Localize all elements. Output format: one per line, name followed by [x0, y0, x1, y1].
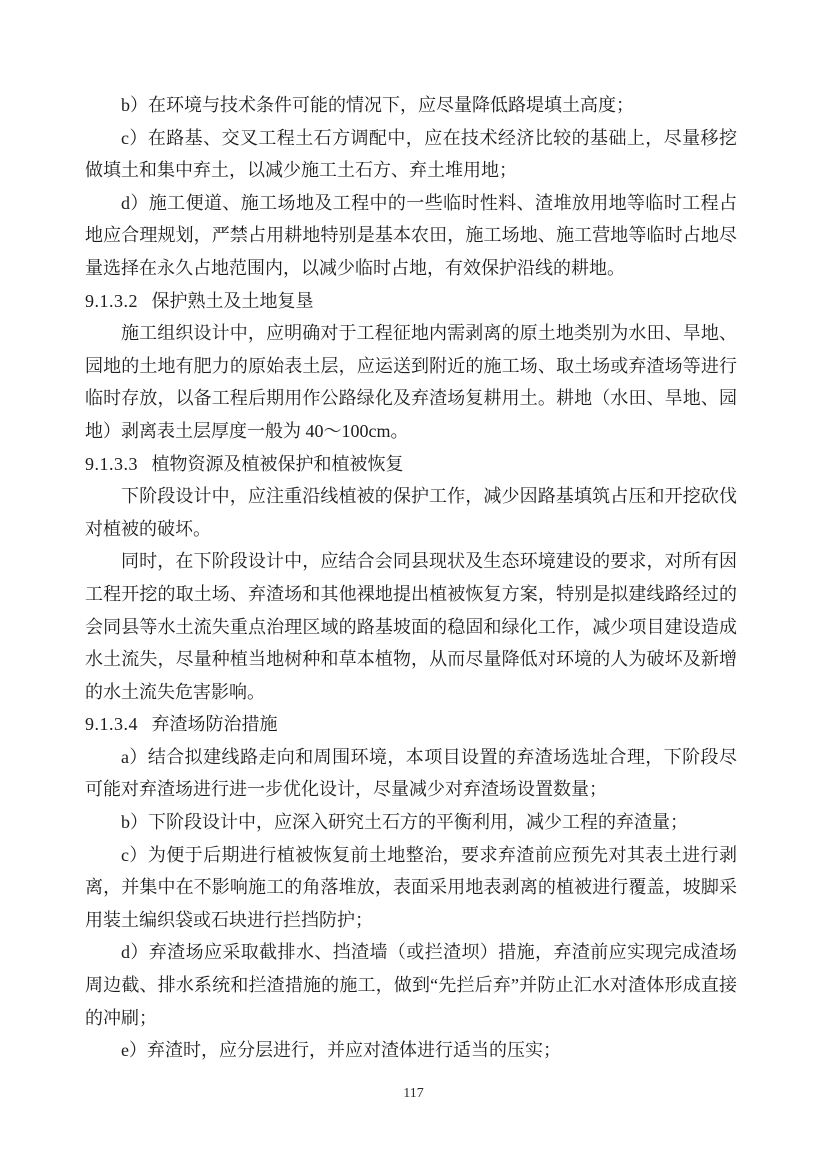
paragraph-item-c: c）在路基、交叉工程土石方调配中，应在技术经济比较的基础上，尽量移挖做填土和集中弃土，以减少施工土石方、弃土堆用地； [85, 127, 737, 181]
page-number: 117 [403, 1086, 424, 1101]
paragraph-vegetation-2: 同时，在下阶段设计中，应结合会同县现状及生态环境建设的要求，对所有因工程开挖的取土场、弃渣场和其他裸地提出植被恢复方案，特别是拟建线路经过的会同县等水土流失重点治理区域的路基坡面的稳固和绿化工作，减少项目建设造成水土流失，尽量种植当地树种和草本植物，从而尽量降低对环境的人为破坏及新增的水土流失危害影响。 [85, 551, 737, 702]
document-body [85, 89, 737, 1067]
paragraph-spoil-d: d）弃渣场应采取截排水、挡渣墙（或拦渣坝）措施，弃渣前应实现完成渣场周边截、排水系统和拦渣措施的施工，做到“先拦后弃”并防止汇水对渣体形成直接的冲刷； [85, 942, 737, 1028]
paragraph-spoil-e: e）弃渣时，应分层进行，并应对渣体进行适当的压实； [121, 1040, 561, 1061]
section-heading-9-1-3-3 [85, 448, 737, 481]
paragraph-spoil-b: b）下阶段设计中，应深入研究土石方的平衡利用，减少工程的弃渣量； [121, 812, 688, 833]
section-heading-9-1-3-2 [85, 285, 737, 318]
paragraph-vegetation-1: 下阶段设计中，应注重沿线植被的保护工作，减少因路基填筑占压和开挖砍伐对植被的破坏。 [85, 486, 737, 539]
section-title: 植物资源及植被保护和植被恢复 [151, 453, 404, 474]
paragraph-item-b: b）在环境与技术条件可能的情况下，应尽量降低路堤填土高度； [121, 95, 634, 115]
paragraph-topsoil: 施工组织设计中，应明确对于工程征地内需剥离的原土地类别为水田、旱地、园地的土地有肥力的原始表土层，应运送到附近的施工场、取土场或弃渣场等进行临时存放，以备工程后期用作公路绿化及弃渣场复耕用土。耕地（水田、旱地、园地）剥离表土层厚度一般为 40～100cm。 [85, 323, 737, 441]
section-heading-9-1-3-4 [85, 708, 737, 741]
paragraph-spoil-c: c）为便于后期进行植被恢复前土地整治，要求弃渣前应预先对其表土进行剥离，并集中在不影响施工的角落堆放，表面采用地表剥离的植被进行覆盖，坡脚采用装土编织袋或石块进行拦挡防护； [85, 844, 737, 930]
section-title: 弃渣场防治措施 [151, 714, 278, 735]
section-number: 9.1.3.2 [85, 290, 138, 311]
paragraph-spoil-a: a）结合拟建线路走向和周围环境，本项目设置的弃渣场选址合理，下阶段尽可能对弃渣场进行进一步优化设计，尽量减少对弃渣场设置数量； [85, 746, 737, 800]
section-title: 保护熟土及土地复垦 [151, 290, 314, 311]
paragraph-item-d: d）施工便道、施工场地及工程中的一些临时性料、渣堆放用地等临时工程占地应合理规划，严禁占用耕地特别是基本农田，施工场地、施工营地等临时占地尽量选择在永久占地范围内，以减少临时占地，有效保护沿线的耕地。 [85, 192, 737, 278]
section-number: 9.1.3.4 [85, 714, 138, 735]
page-footer [0, 1086, 827, 1102]
section-number: 9.1.3.3 [85, 453, 138, 474]
